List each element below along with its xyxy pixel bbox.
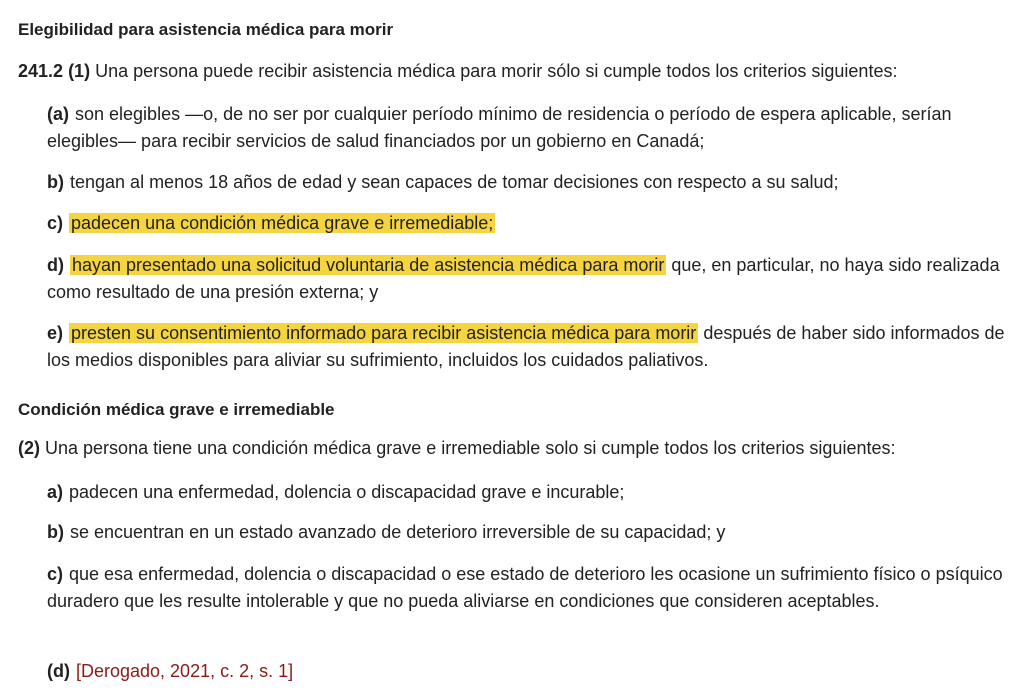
- criterion-label: (d): [47, 661, 70, 681]
- subsection-2-intro: [18, 435, 895, 462]
- criterion-text: se encuentran en un estado avanzado de deterioro irreversible de su capacidad; y: [70, 522, 726, 542]
- criterion-text: tengan al menos 18 años de edad y sean capaces de tomar decisiones con respecto a su salud;: [70, 172, 839, 192]
- criterion-text: padecen una enfermedad, dolencia o discapacidad grave e incurable;: [69, 482, 625, 502]
- condition-criterion-c: [47, 561, 1007, 615]
- criterion-label: c): [47, 564, 64, 584]
- criterion-label: c): [47, 213, 64, 233]
- subsection-label: (2): [18, 438, 40, 458]
- subsection-intro-text: Una persona puede recibir asistencia médica para morir sólo si cumple todos los criterios siguientes:: [95, 61, 898, 81]
- condition-criterion-d: [47, 658, 1007, 685]
- section-heading-eligibility: Elegibilidad para asistencia médica para morir: [18, 20, 394, 39]
- criterion-e: [47, 320, 1007, 374]
- criterion-text: son elegibles —o, de no ser por cualquier período mínimo de residencia o período de espera aplicable, serían elegibles— para recibir servicios de salud financiados por un gobierno en Canadá;: [47, 104, 952, 151]
- highlighted-text: padecen una condición médica grave e irremediable;: [71, 213, 494, 233]
- criterion-text: que, en particular, no haya sido realizada como resultado de una presión externa; y: [47, 255, 1000, 302]
- criterion-label: b): [47, 522, 64, 542]
- criterion-label: d): [47, 255, 64, 275]
- section-intro: [18, 58, 897, 85]
- criterion-c: [47, 210, 1007, 237]
- section-heading-condition: Condición médica grave e irremediable: [18, 400, 335, 419]
- section-number: 241.2: [18, 61, 64, 81]
- subsection-label: (1): [68, 61, 91, 81]
- criterion-label: e): [47, 323, 64, 343]
- condition-criterion-a: [47, 479, 1007, 506]
- criterion-label: b): [47, 172, 64, 192]
- criterion-label: a): [47, 482, 64, 502]
- condition-criterion-b: [47, 519, 1007, 546]
- criterion-a: [47, 101, 1007, 155]
- criterion-text: que esa enfermedad, dolencia o discapacidad o ese estado de deterioro les ocasione un sufrimiento físico o psíquico duradero que les resulte intolerable y que no pueda aliviarse en condiciones que consideren aceptables.: [47, 564, 1003, 611]
- criterion-text: después de haber sido informados de los medios disponibles para aliviar su sufrimiento, incluidos los cuidados paliativos.: [47, 323, 1005, 370]
- highlighted-text: hayan presentado una solicitud voluntaria de asistencia médica para morir: [72, 255, 665, 275]
- highlighted-text: presten su consentimiento informado para recibir asistencia médica para morir: [71, 323, 697, 343]
- criterion-label: (a): [47, 104, 69, 124]
- subsection-intro-text: Una persona tiene una condición médica grave e irremediable solo si cumple todos los criterios siguientes:: [45, 438, 896, 458]
- criterion-b: [47, 169, 1007, 196]
- repealed-note: [Derogado, 2021, c. 2, s. 1]: [75, 661, 294, 681]
- criterion-d: [47, 252, 1007, 306]
